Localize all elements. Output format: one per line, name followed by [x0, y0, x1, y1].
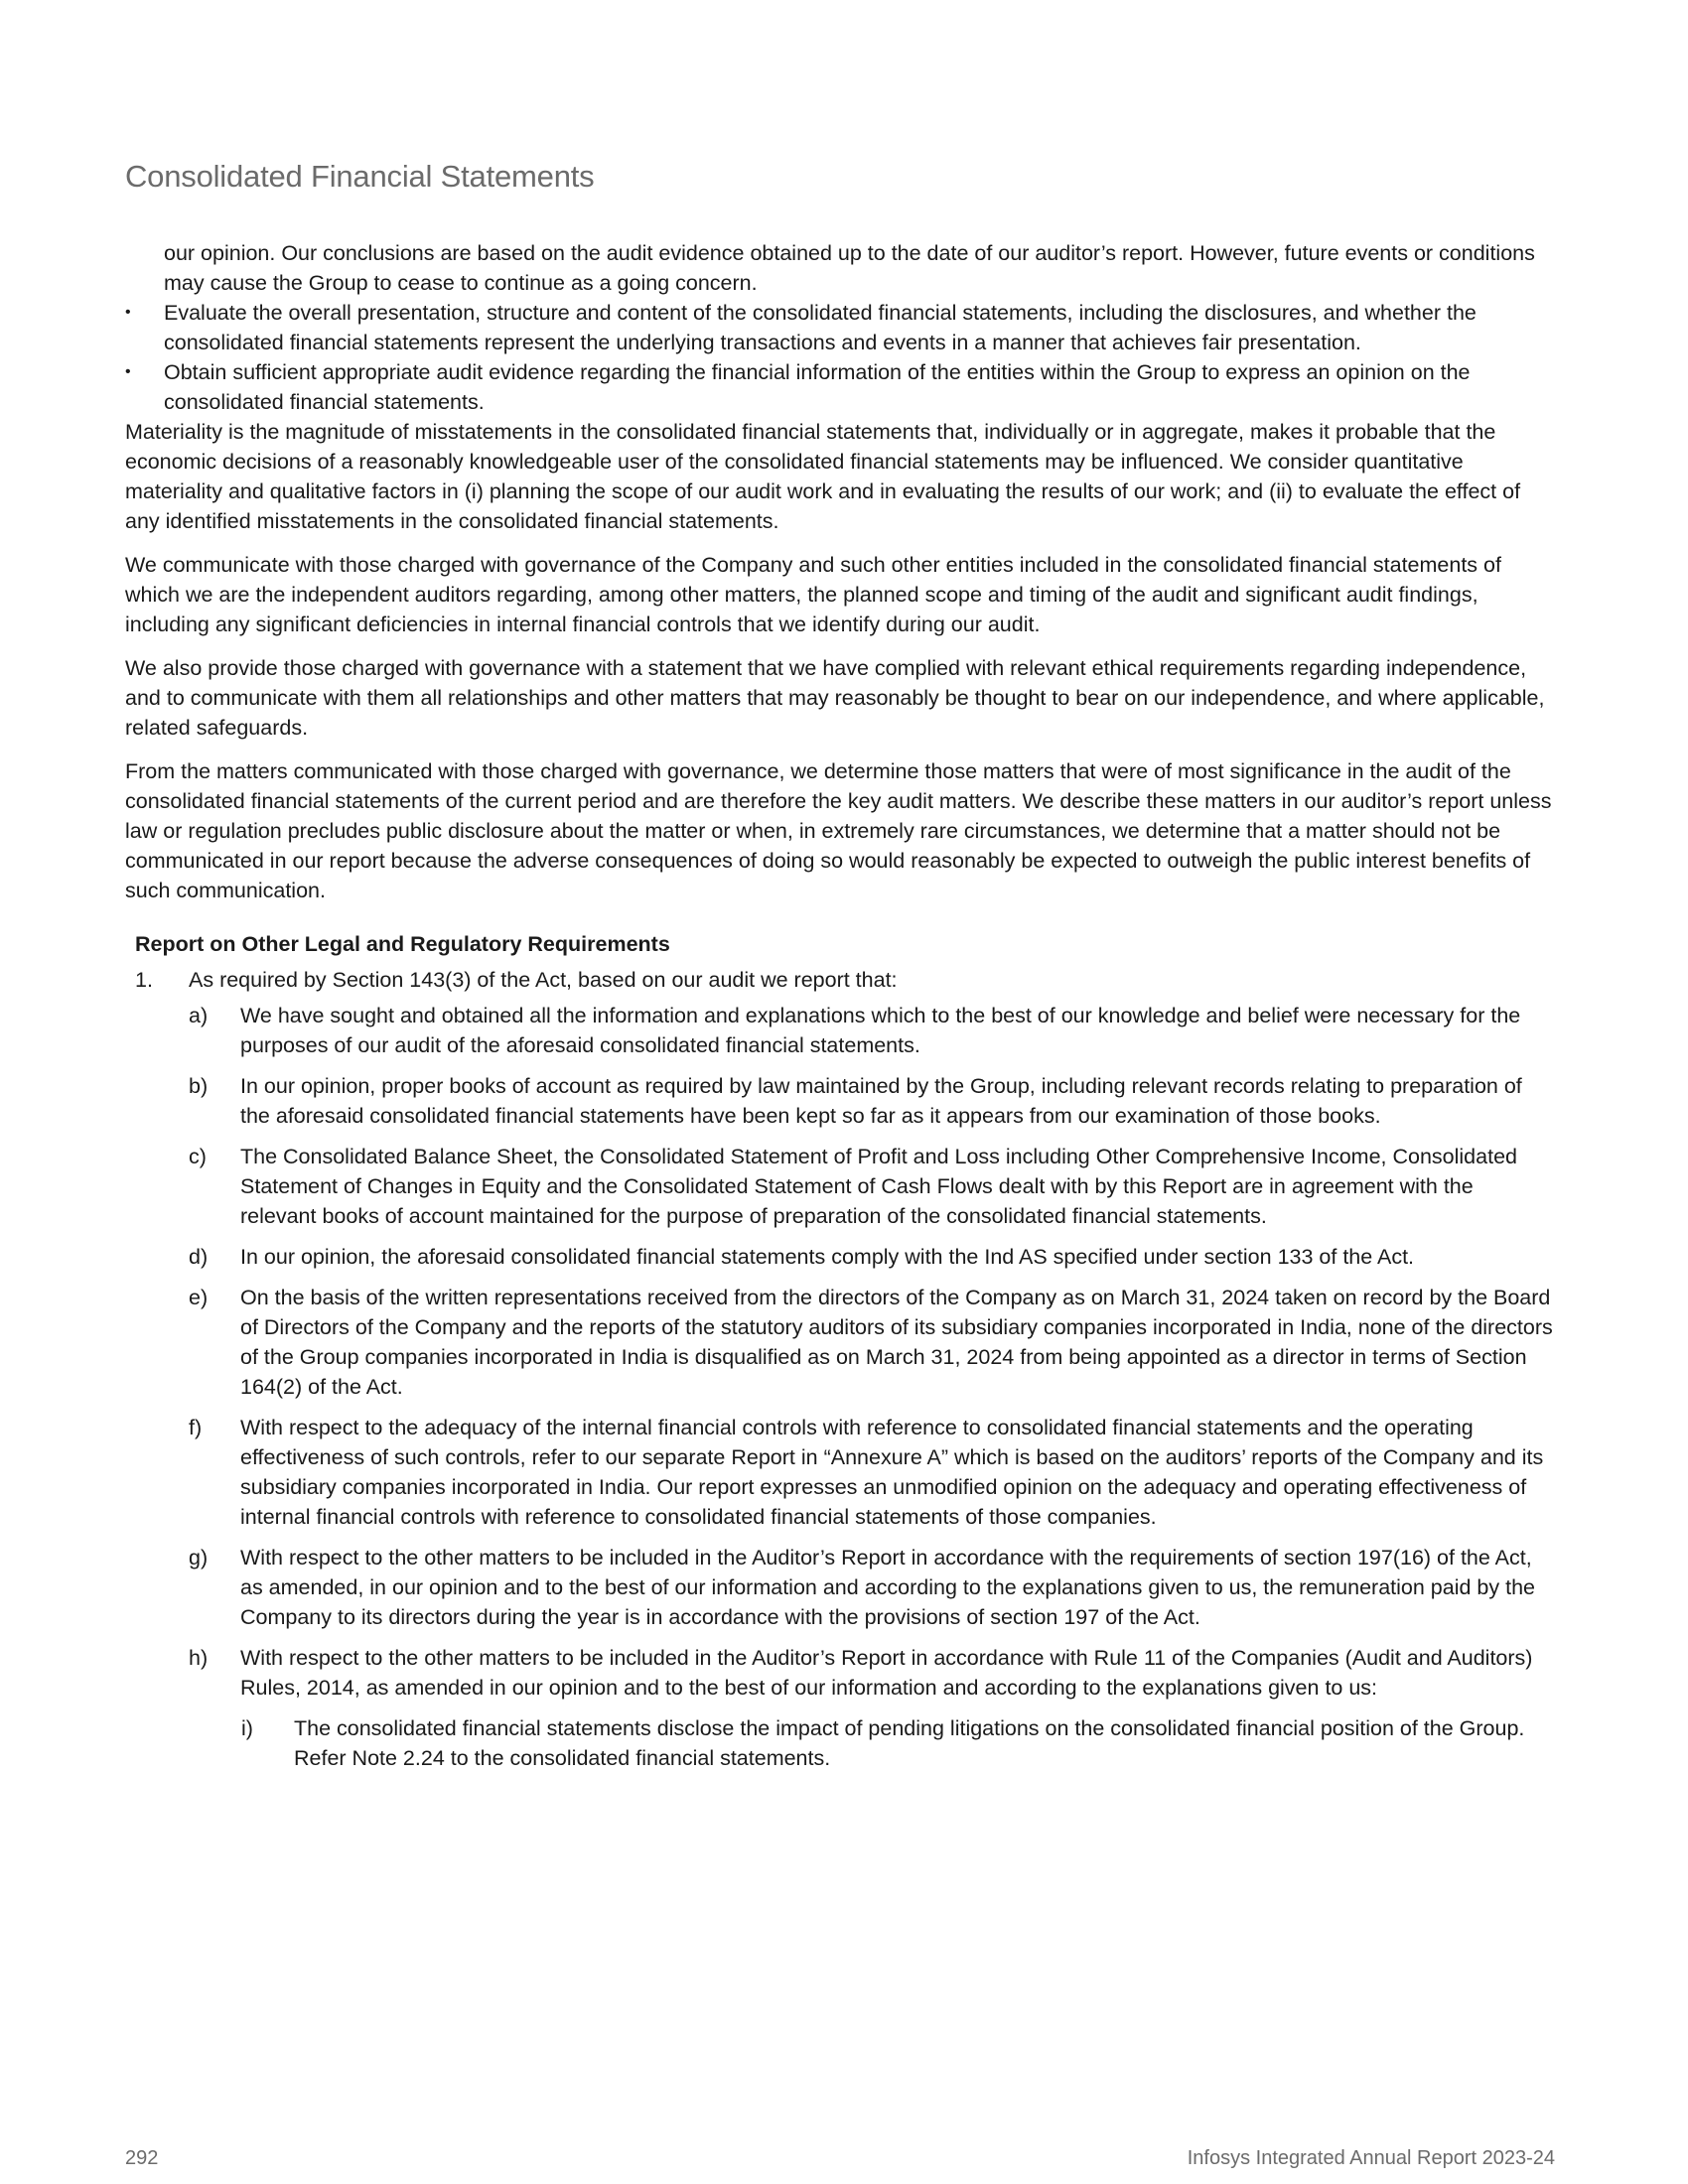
report-name: Infosys Integrated Annual Report 2023-24 — [1187, 2147, 1555, 2169]
bullet-item — [125, 298, 1555, 357]
sub-item-c — [125, 1142, 1555, 1231]
page-body — [125, 238, 1555, 1784]
section-heading: Report on Other Legal and Regulatory Requirements — [135, 932, 670, 956]
sub-item-h — [125, 1643, 1555, 1703]
sub-item-text: We have sought and obtained all the information and explanations which to the best of our knowledge and belief were necessary for the purposes of our audit of the aforesaid consolidated financial statements. — [240, 1004, 1521, 1057]
sub-item-g — [125, 1543, 1555, 1632]
page-title: Consolidated Financial Statements — [125, 159, 595, 194]
sub-item-label: f) — [189, 1416, 203, 1439]
paragraph-governance: We communicate with those charged with governance of the Company and such other entities included in the consolidated financial statements of which we are the independent auditors regarding, among other matters, the planned scope and timing of the audit and significant audit findings, including any significant deficiencies in internal financial controls that we identify during our audit. — [125, 553, 1501, 636]
sub-item-text: In our opinion, the aforesaid consolidated financial statements comply with the Ind AS specified under section 133 of the Act. — [240, 1245, 1415, 1269]
sub-item-label: c) — [189, 1145, 207, 1168]
item-text: As required by Section 143(3) of the Act, based on our audit we report that: — [189, 968, 898, 992]
item-number: 1. — [135, 968, 153, 992]
sub-item-label: g) — [189, 1546, 209, 1570]
bullet-list — [125, 298, 1555, 417]
sub-item-f — [125, 1413, 1555, 1532]
numbered-item — [125, 965, 1555, 995]
sub-item-text: The Consolidated Balance Sheet, the Consolidated Statement of Profit and Loss including Other Comprehensive Income, Consolidated Statement of Changes in Equity and the Consolidated Statement of Cash Flows dealt with by this Report are in agreement with the relevant books of account maintained for the purpose of preparation of the consolidated financial statements. — [240, 1145, 1517, 1228]
sub-sub-item-text: The consolidated financial statements disclose the impact of pending litigations on the consolidated financial position of the Group. Refer Note 2.24 to the consolidated financial statements. — [294, 1716, 1525, 1770]
sub-item-text: With respect to the adequacy of the internal financial controls with reference to consolidated financial statements and the operating effectiveness of such controls, refer to our separate Report in “Annexure A” which is based on the auditors’ reports of the Company and its subsidiary companies incorporated in India. Our report expresses an unmodified opinion on the adequacy and operating effectiveness of internal financial controls with reference to consolidated financial statements of those companies. — [240, 1416, 1544, 1529]
bullet-icon: • — [125, 304, 131, 321]
bullet-icon: • — [125, 363, 131, 380]
sub-item-text: With respect to the other matters to be included in the Auditor’s Report in accordance with Rule 11 of the Companies (Audit and Auditors) Rules, 2014, as amended in our opinion and to the best of our information and according to the explanations given to us: — [240, 1646, 1533, 1700]
bullet-item — [125, 357, 1555, 417]
sub-item-e — [125, 1283, 1555, 1402]
sub-item-label: h) — [189, 1646, 209, 1670]
sub-item-label: e) — [189, 1286, 209, 1309]
sub-sub-item-i — [125, 1713, 1555, 1773]
sub-item-b — [125, 1071, 1555, 1131]
paragraph-materiality: Materiality is the magnitude of misstatements in the consolidated financial statements that, individually or in aggregate, makes it probable that the economic decisions of a reasonably knowledgeable user of the consolidated financial statements may be influenced. We consider quantitative materiality and qualitative factors in (i) planning the scope of our audit work and in evaluating the results of our work; and (ii) to evaluate the effect of any identified misstatements in the consolidated financial statements. — [125, 420, 1521, 533]
sub-item-label: a) — [189, 1004, 209, 1027]
sub-item-text: On the basis of the written representations received from the directors of the Company as on March 31, 2024 taken on record by the Board of Directors of the Company and the reports of the statutory auditors of its subsidiary companies incorporated in India, none of the directors of the Group companies incorporated in India is disqualified as on March 31, 2024 from being appointed as a director in terms of Section 164(2) of the Act. — [240, 1286, 1553, 1399]
sub-item-label: d) — [189, 1245, 209, 1269]
bullet-text: Obtain sufficient appropriate audit evidence regarding the financial information of the entities within the Group to express an opinion on the consolidated financial statements. — [164, 360, 1471, 414]
paragraph-independence: We also provide those charged with governance with a statement that we have complied with relevant ethical requirements regarding independence, and to communicate with them all relationships and other matters that may reasonably be thought to bear on our independence, and where applicable, related safeguards. — [125, 656, 1545, 740]
sub-item-d — [125, 1242, 1555, 1272]
sub-item-a — [125, 1001, 1555, 1060]
sub-item-label: b) — [189, 1074, 209, 1098]
paragraph-key-audit-matters: From the matters communicated with those charged with governance, we determine those matters that were of most significance in the audit of the consolidated financial statements of the current period and are therefore the key audit matters. We describe these matters in our auditor’s report unless law or regulation precludes public disclosure about the matter or when, in extremely rare circumstances, we determine that a matter should not be communicated in our report because the adverse consequences of doing so would reasonably be expected to outweigh the public interest benefits of such communication. — [125, 759, 1552, 902]
bullet-text: Evaluate the overall presentation, structure and content of the consolidated financial statements, including the disclosures, and whether the consolidated financial statements represent the underlying transactions and events in a manner that achieves fair presentation. — [164, 301, 1477, 354]
continuation-text: our opinion. Our conclusions are based on the audit evidence obtained up to the date of our auditor’s report. However, future events or conditions may cause the Group to cease to continue as a going concern. — [164, 241, 1535, 295]
sub-item-text: In our opinion, proper books of account as required by law maintained by the Group, including relevant records relating to preparation of the aforesaid consolidated financial statements have been kept so far as it appears from our examination of those books. — [240, 1074, 1522, 1128]
sub-item-text: With respect to the other matters to be included in the Auditor’s Report in accordance with the requirements of section 197(16) of the Act, as amended, in our opinion and to the best of our information and according to the explanations given to us, the remuneration paid by the Company to its directors during the year is in accordance with the provisions of section 197 of the Act. — [240, 1546, 1535, 1629]
sub-sub-item-label: i) — [241, 1716, 253, 1740]
page-number: 292 — [125, 2147, 159, 2169]
